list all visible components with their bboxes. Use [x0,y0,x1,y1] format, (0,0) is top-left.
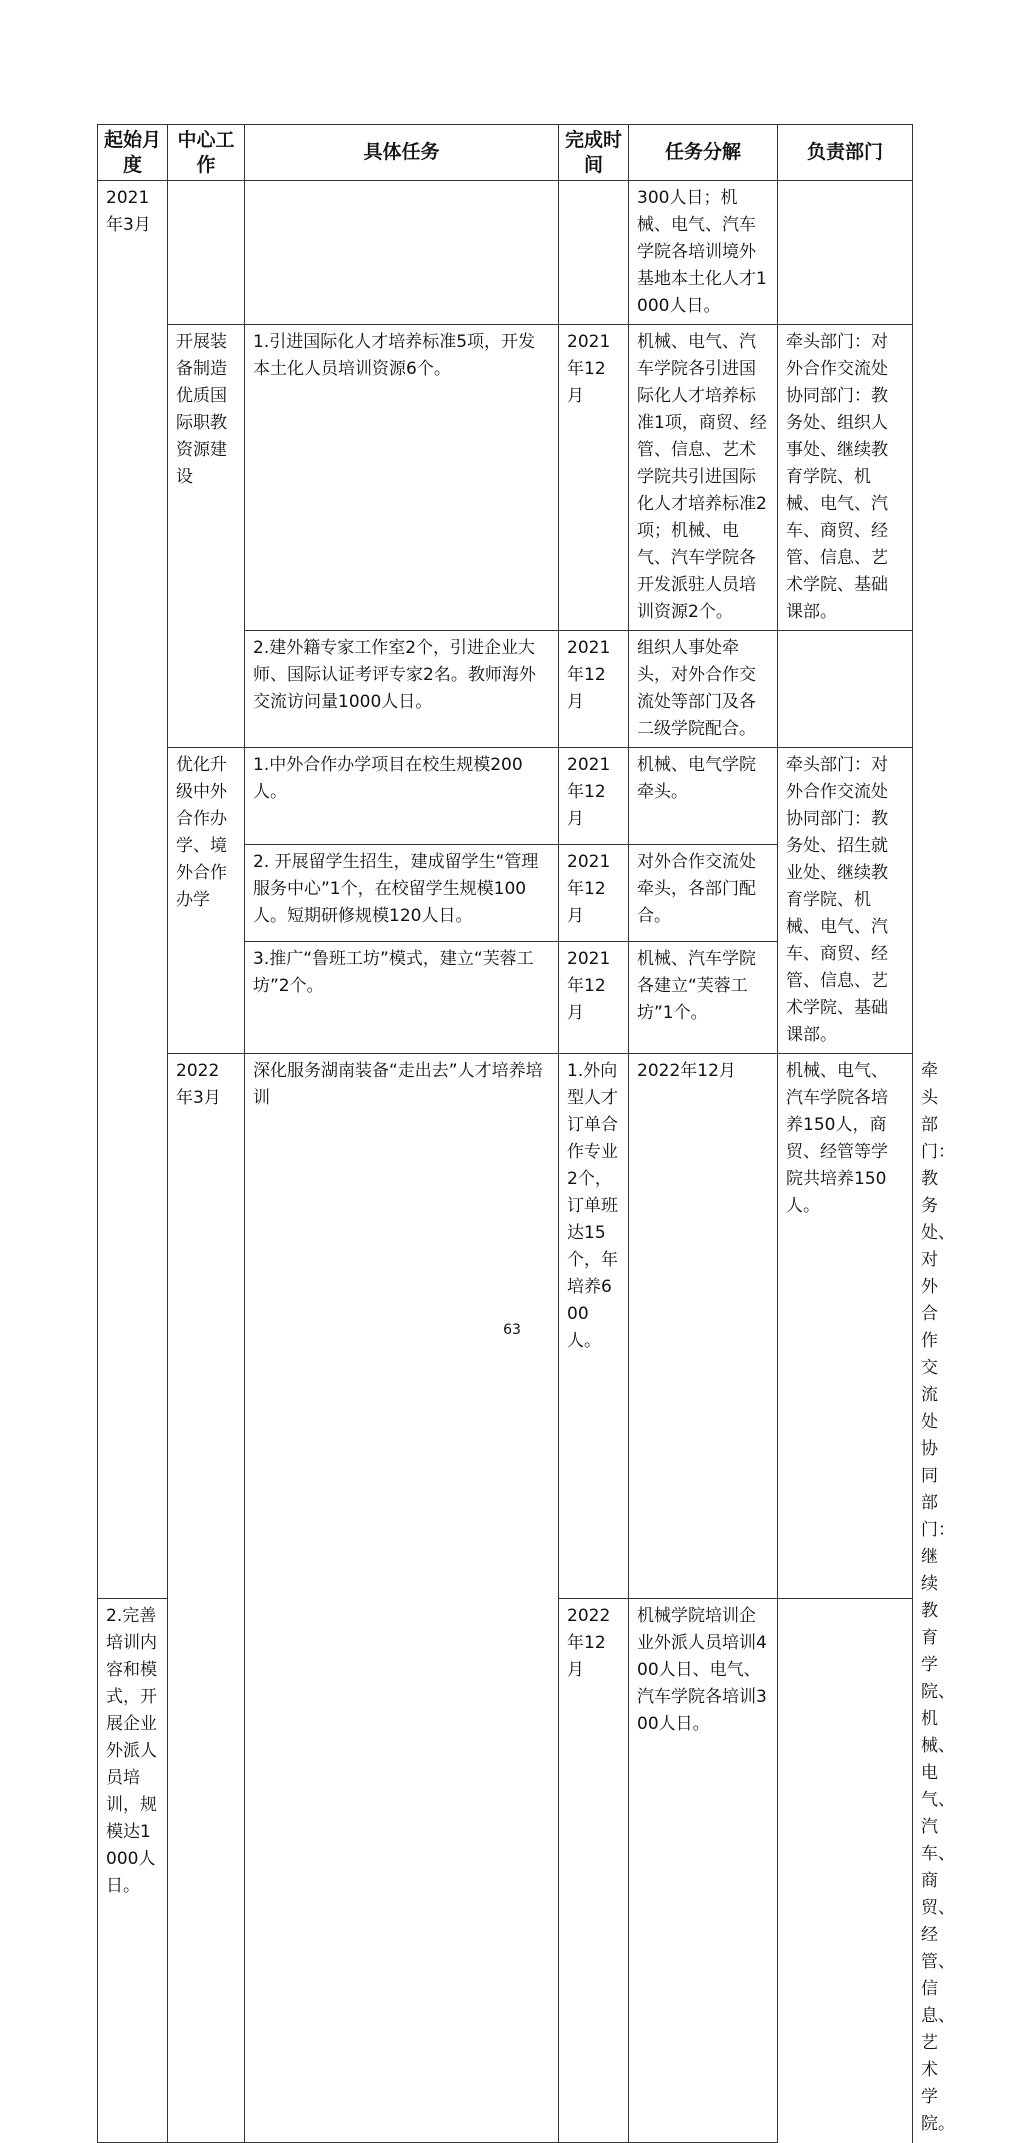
central-work-cell: 开展装备制造优质国际职教资源建设 [168,325,245,748]
task-cell-empty [245,181,559,325]
breakdown-cell: 机械、电气学院牵头。 [629,748,778,845]
header-specific-task: 具体任务 [245,125,559,181]
work-cell-empty [168,181,245,325]
dept-cell: 牵头部门：对外合作交流处协同部门：教务处、招生就业处、继续教育学院、机械、电气、汽车、商贸、经管、信息、艺术学院、基础课部。 [778,748,913,1054]
task-table [97,124,955,2143]
breakdown-cell: 机械、电气、汽车学院各培养150人，商贸、经管等学院共培养150人。 [778,1054,913,1599]
table-row [98,181,913,325]
done-cell: 2021年12月 [559,941,629,1053]
done-cell: 2021年12月 [559,325,629,631]
header-completion-time: 完成时间 [559,125,629,181]
task-cell: 2.完善培训内容和模式，开展企业外派人员培训，规模达1000人日。 [98,1598,168,2143]
dept-cell-empty [778,631,913,748]
header-central-work: 中心工作 [168,125,245,181]
breakdown-cell: 机械、电气、汽车学院各引进国际化人才培养标准1项，商贸、经管、信息、艺术学院共引进国际化人才培养标准2项；机械、电气、汽车学院各开发派驻人员培训资源2个。 [629,325,778,631]
done-cell: 2021年12月 [559,844,629,941]
header-start-month: 起始月度 [98,125,168,181]
breakdown-cell: 机械学院培训企业外派人员培训400人日、电气、汽车学院各培训300人日。 [629,1598,778,2143]
task-cell: 2. 开展留学生招生，建成留学生“管理服务中心”1个，在校留学生规模100人。短期研修规模120人日。 [245,844,559,941]
header-task-breakdown: 任务分解 [629,125,778,181]
task-cell: 1.引进国际化人才培养标准5项，开发本土化人员培训资源6个。 [245,325,559,631]
start-month-2022: 2022年3月 [168,1054,245,2143]
done-cell-empty [559,181,629,325]
page-number: 63 [503,1322,521,1338]
central-work-cell: 优化升级中外合作办学、境外合作办学 [168,748,245,1054]
table-row: 2022年3月 深化服务湖南装备“走出去”人才培养培训 1.外向型人才订单合作专业2个，订单班达15个，年培养600人。 2022年12月 机械、电气、汽车学院各培养150人，商贸、经管等学院共培养150人。 牵头部门：教务处、对外合作交流处协同部门：继续教育学院、机械、电气、汽车、商贸、经管、信息、艺术学院。 [98,1054,913,1599]
task-cell: 1.外向型人才订单合作专业2个，订单班达15个，年培养600人。 [559,1054,629,1599]
breakdown-cell: 机械、汽车学院各建立“芙蓉工坊”1个。 [629,941,778,1053]
start-month-2021: 2021年3月 [98,181,168,1599]
done-cell: 2022年12月 [559,1598,629,2143]
dept-cell: 牵头部门：对外合作交流处协同部门：教务处、组织人事处、继续教育学院、机械、电气、汽车、商贸、经管、信息、艺术学院、基础课部。 [778,325,913,631]
done-cell: 2021年12月 [559,748,629,845]
table-row [98,325,913,631]
table-row [98,748,913,845]
header-responsible-dept: 负责部门 [778,125,913,181]
task-cell: 1.中外合作办学项目在校生规模200人。 [245,748,559,845]
task-cell: 2.建外籍专家工作室2个，引进企业大师、国际认证考评专家2名。教师海外交流访问量1000人日。 [245,631,559,748]
breakdown-cell: 组织人事处牵头，对外合作交流处等部门及各二级学院配合。 [629,631,778,748]
table-header-row [98,125,913,181]
dept-cell-empty [778,181,913,325]
central-work-cell: 深化服务湖南装备“走出去”人才培养培训 [245,1054,559,2143]
breakdown-cell: 对外合作交流处牵头，各部门配合。 [629,844,778,941]
task-cell: 3.推广“鲁班工坊”模式，建立“芙蓉工坊”2个。 [245,941,559,1053]
done-cell: 2021年12月 [559,631,629,748]
done-cell: 2022年12月 [629,1054,778,1599]
breakdown-cell: 300人日；机械、电气、汽车学院各培训境外基地本土化人才1000人日。 [629,181,778,325]
